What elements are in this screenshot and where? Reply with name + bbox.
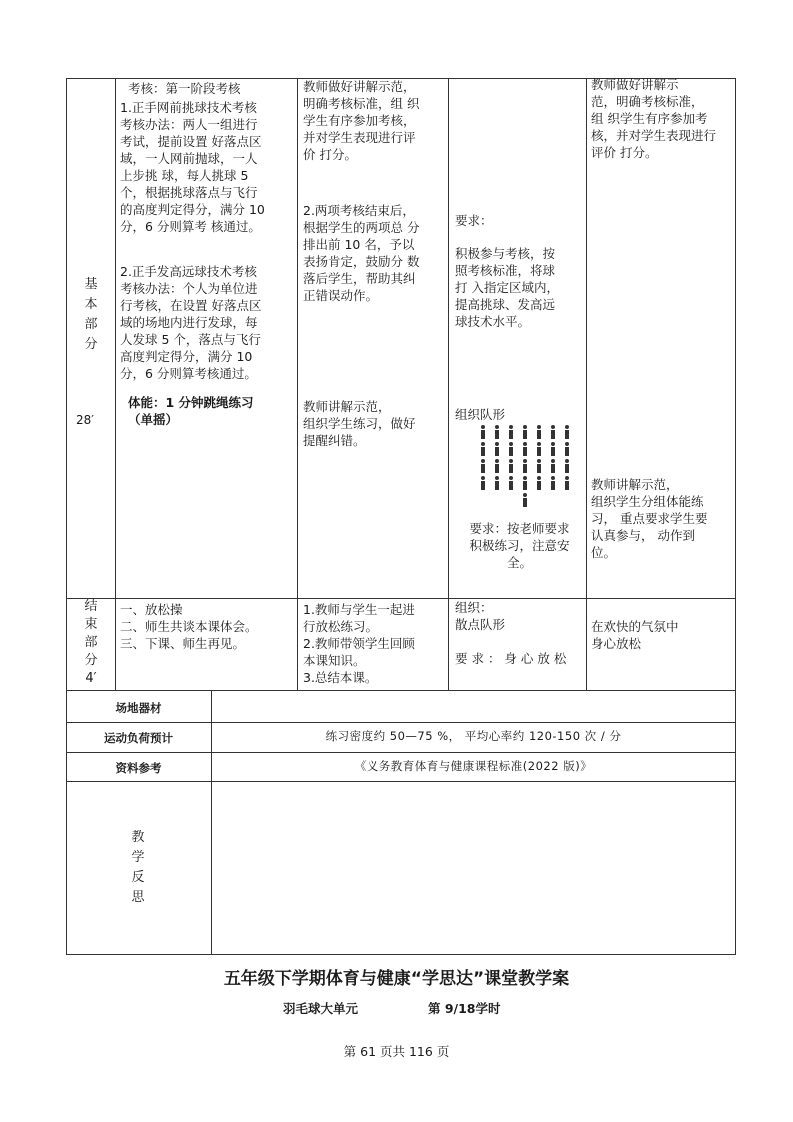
person-icon (521, 493, 529, 508)
person-icon (521, 459, 529, 474)
next-page-title: 五年级下学期体育与健康“学思达”课堂教学案 (223, 969, 570, 989)
person-icon (493, 442, 501, 457)
table-row-divider (66, 690, 736, 691)
person-icon (535, 459, 543, 474)
person-icon (549, 476, 557, 491)
table-row-divider (66, 722, 736, 723)
student-requirements: 积极参与考核，按 照考核标准，将球 打 入指定区域内， 提高挑球、发高远 球技术水平。 (455, 246, 559, 329)
person-icon (507, 476, 515, 491)
person-icon (521, 442, 529, 457)
person-icon (521, 425, 529, 440)
teacher-activity-3: 教师讲解示范， 组织学生练习，做好 提醒纠错。 (303, 399, 416, 448)
fitness-item: 体能：1 分钟跳绳练习 （单摇） (128, 395, 254, 427)
person-icon (479, 476, 487, 491)
reference-value: 《义务教育体育与健康课程标准(2022 版)》 (354, 759, 593, 773)
assessment-item-1: 1.正手网前挑球技术考核 考核办法：两人一组进行 考试，提前设置 好落点区 域，一人网前抛球，一人 上步挑 球，每人挑球 5 个，根据挑球落点与飞行 的高度判定得分，满分 10 分，6 分则算考 核通过。 (120, 100, 265, 234)
person-icon (549, 425, 557, 440)
person-icon (507, 425, 515, 440)
reference-label: 资料参考 (115, 761, 162, 775)
student-req-title: 要求： (455, 213, 493, 228)
person-icon (493, 459, 501, 474)
assessment-intro: 考核：第一阶段考核 (128, 81, 241, 96)
person-icon (535, 476, 543, 491)
table-border-left (66, 78, 67, 955)
teacher-activity-1: 教师做好讲解示范， 明确考核标准，组 织 学生有序参加考核， 并对学生表现进行评 价 打分。 (303, 79, 420, 162)
end-section-student: 组织： 散点队形 要 求 ： 身 心 放 松 (455, 600, 567, 666)
page-number: 第 61 页共 116 页 (343, 1044, 450, 1059)
person-icon (535, 442, 543, 457)
person-icon (479, 425, 487, 440)
table-row-divider (66, 598, 736, 599)
organization-2: 教师讲解示范， 组织学生分组体能练 习， 重点要求学生要 认真参与， 动作到 位。 (591, 477, 708, 560)
teacher-activity-2: 2.两项考核结束后， 根据学生的两项总 分 排出前 10 名，予以 表扬肯定，鼓励分 数 落后学生，帮助其纠 正错误动作。 (303, 203, 420, 303)
end-section-teacher: 1.教师与学生一起进 行放松练习。 2.教师带领学生回顾 本课知识。 3.总结本课。 (303, 602, 415, 685)
person-icon (493, 425, 501, 440)
person-icon (563, 425, 571, 440)
end-section-label: 结 束 部 分 4′ (84, 599, 98, 686)
load-value: 练习密度约 50—75 %， 平均心率约 120-150 次 / 分 (325, 729, 622, 743)
person-icon (549, 442, 557, 457)
person-icon (549, 459, 557, 474)
unit-name: 羽毛球大单元 (283, 1001, 359, 1016)
table-row-divider (66, 781, 736, 782)
end-section-content: 一、放松操 二、师生共谈本课体会。 三、下课、师生再见。 (120, 602, 258, 651)
person-icon (535, 425, 543, 440)
table-border-bottom (66, 954, 736, 955)
table-border-right (735, 78, 736, 955)
table-row-divider (66, 752, 736, 753)
load-label: 运动负荷预计 (104, 731, 173, 745)
person-icon (479, 442, 487, 457)
person-icon (493, 476, 501, 491)
person-icon (521, 476, 529, 491)
venue-label: 场地器材 (115, 701, 162, 715)
person-icon (563, 442, 571, 457)
main-section-label: 基 本 部 分 (84, 277, 98, 352)
student-formation-title: 组织队形 (455, 407, 506, 422)
student-requirements-2: 要求：按老师要求 积极练习，注意安 全。 (469, 521, 570, 570)
main-section-time: 28′ (76, 413, 94, 427)
assessment-item-2: 2.正手发高远球技术考核 考核办法：个人为单位进 行考核，在设置 好落点区 域的场地内进行发球，每 人发球 5 个，落点与飞行 高度判定得分，满分 10 分，6 分则算考核通过。 (120, 264, 262, 381)
person-icon (507, 459, 515, 474)
organization-1: 教师做好讲解示 范，明确考核标准， 组 织学生有序参加考 核，并对学生表现进行 评价 打分。 (591, 77, 717, 160)
person-icon (507, 442, 515, 457)
person-icon (563, 476, 571, 491)
reflection-label: 教 学 反 思 (131, 830, 145, 905)
lesson-number: 第 9/18学时 (428, 1001, 501, 1016)
formation-diagram (470, 425, 580, 510)
end-section-organization: 在欢快的气氛中 身心放松 (591, 619, 679, 651)
person-icon (479, 459, 487, 474)
person-icon (563, 459, 571, 474)
